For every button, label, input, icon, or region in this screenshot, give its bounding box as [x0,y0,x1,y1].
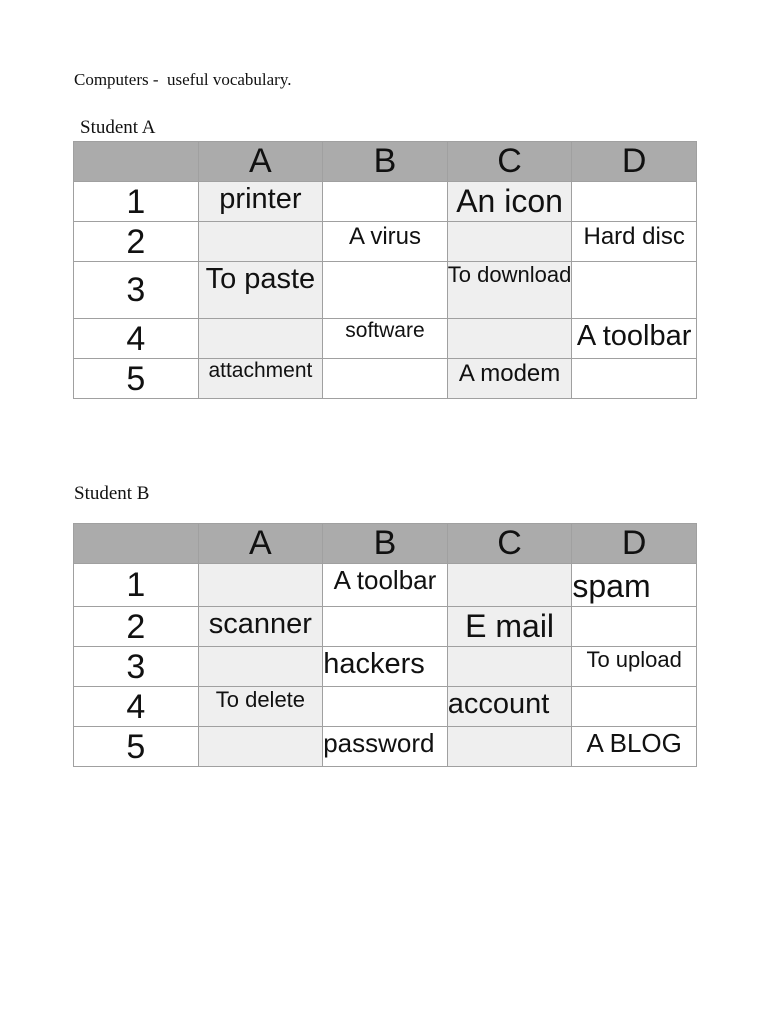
cell: A virus [323,222,448,262]
cell [323,262,448,319]
cell: Hard disc [572,222,697,262]
corner-cell [74,142,199,182]
cell [323,182,448,222]
table-row [74,607,697,647]
cell [198,319,323,359]
cell: An icon [447,182,572,222]
row-number: 3 [74,262,199,319]
student-b-label: Student B [74,483,150,504]
cell: account [447,687,572,727]
table-row [74,727,697,767]
table-header-row [74,524,697,564]
cell [323,359,448,399]
row-number: 4 [74,687,199,727]
cell [323,687,448,727]
row-number: 1 [74,564,199,607]
column-header-d: D [572,142,697,182]
column-header-a: A [198,524,323,564]
cell [447,647,572,687]
cell: hackers [323,647,448,687]
table-row [74,564,697,607]
cell: printer [198,182,323,222]
column-header-b: B [323,524,448,564]
cell [572,687,697,727]
row-number: 4 [74,319,199,359]
cell: E mail [447,607,572,647]
table-row [74,359,697,399]
cell: To download [447,262,572,319]
cell: password [323,727,448,767]
table-row [74,647,697,687]
cell [572,607,697,647]
cell: spam [572,564,697,607]
cell [447,727,572,767]
table-header-row [74,142,697,182]
cell [323,607,448,647]
cell: A modem [447,359,572,399]
cell [447,564,572,607]
corner-cell [74,524,199,564]
column-header-a: A [198,142,323,182]
cell [198,222,323,262]
cell: scanner [198,607,323,647]
student-a-table [73,141,697,399]
cell: A toolbar [572,319,697,359]
cell: To upload [572,647,697,687]
column-header-c: C [447,524,572,564]
cell [572,359,697,399]
table-row [74,222,697,262]
cell [572,182,697,222]
row-number: 2 [74,222,199,262]
row-number: 3 [74,647,199,687]
cell [198,647,323,687]
column-header-d: D [572,524,697,564]
row-number: 5 [74,359,199,399]
student-a-label: Student A [80,117,156,138]
cell: software [323,319,448,359]
table-row [74,687,697,727]
table-row [74,182,697,222]
row-number: 1 [74,182,199,222]
cell [572,262,697,319]
table-row [74,262,697,319]
cell: To delete [198,687,323,727]
column-header-c: C [447,142,572,182]
table-row [74,319,697,359]
cell: To paste [198,262,323,319]
cell: attachment [198,359,323,399]
cell [198,727,323,767]
column-header-b: B [323,142,448,182]
cell [447,319,572,359]
document-title: Computers - useful vocabulary. [74,70,292,89]
cell: A toolbar [323,564,448,607]
cell [447,222,572,262]
row-number: 2 [74,607,199,647]
cell [198,564,323,607]
cell: A BLOG [572,727,697,767]
row-number: 5 [74,727,199,767]
student-b-table [73,523,697,767]
